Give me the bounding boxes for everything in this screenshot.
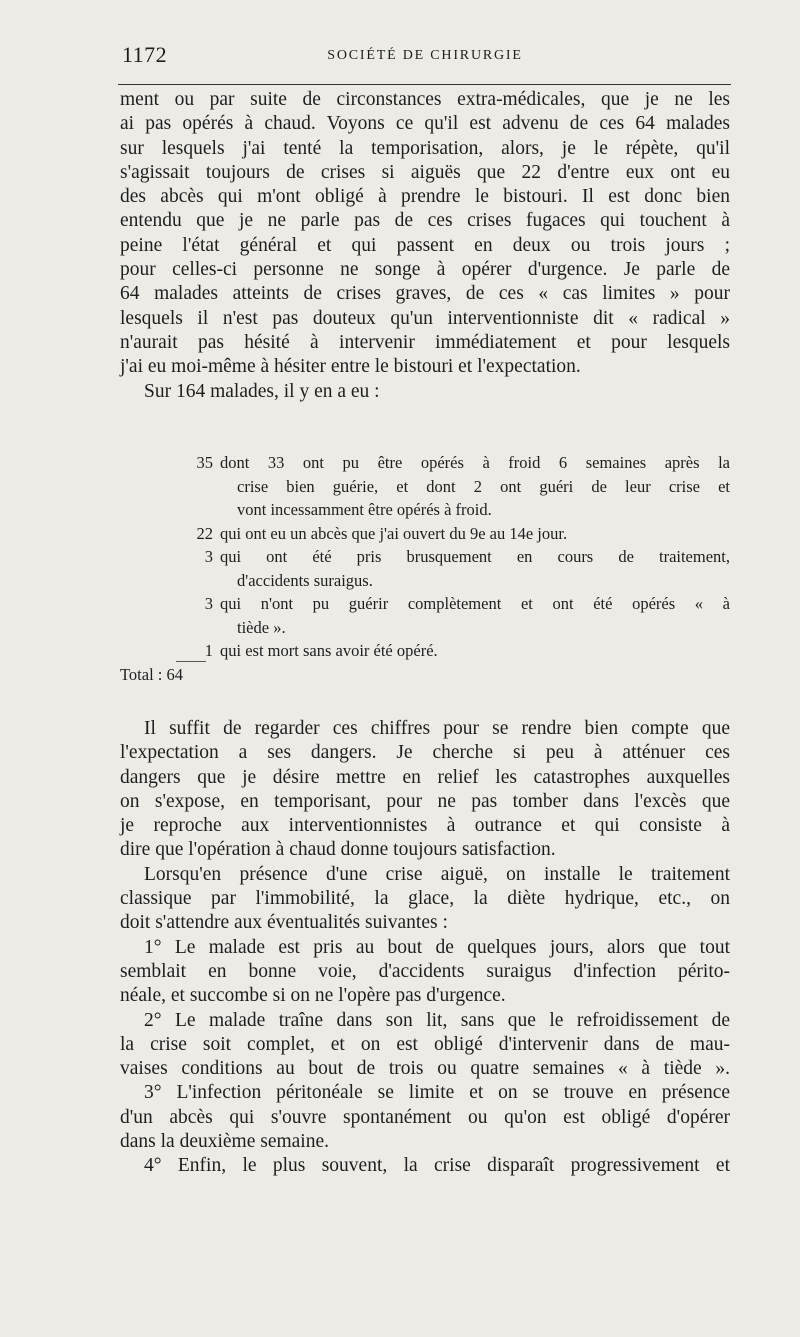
page-number: 1172 [122, 42, 168, 67]
text-line: la crise soit complet, et on est obligé d'intervenir dans de mau- [120, 1033, 730, 1055]
text-line: classique par l'immobilité, la glace, la diète hydrique, etc., on [120, 888, 730, 910]
list-item [120, 639, 730, 663]
list-intro: Sur 164 malades, il y en a eu : [144, 380, 380, 402]
header-rule [118, 84, 731, 85]
text-line: 3° L'infection péritonéale se limite et on se trouve en présence [144, 1082, 730, 1104]
list-total: Total : 64 [120, 665, 184, 684]
list-item-text: vont incessamment être opérés à froid. [237, 500, 492, 519]
list-item-text: qui ont été pris brusquement en cours de traitement, [220, 547, 730, 566]
text-line: ment ou par suite de circonstances extra-médicales, que je ne les [120, 89, 730, 110]
list-item-text: qui n'ont pu guérir complètement et ont été opérés « à [220, 594, 730, 613]
list-item [120, 592, 730, 639]
text-line: Lorsqu'en présence d'une crise aiguë, on installe le traitement [144, 863, 730, 885]
text-line: néale, et succombe si on ne l'opère pas d'urgence. [120, 985, 506, 1007]
text-line: Il suffit de regarder ces chiffres pour se rendre bien compte que [144, 718, 730, 739]
text-line: peine l'état général et qui passent en deux ou trois jours ; [120, 234, 730, 256]
text-line: s'agissait toujours de crises si aiguës que 22 d'entre eux ont eu [120, 161, 730, 183]
text-line: 64 malades atteints de crises graves, de ces « cas limites » pour [120, 283, 730, 305]
statistics-list [120, 451, 730, 663]
text-line: l'expectation a ses dangers. Je cherche si peu à atténuer ces [120, 742, 730, 764]
text-line: dans la deuxième semaine. [120, 1131, 330, 1153]
list-item-text: qui ont eu un abcès que j'ai ouvert du 9e au 14e jour. [220, 523, 568, 543]
text-line: entendu que je ne parle pas de ces crises fugaces qui touchent à [120, 210, 730, 232]
list-item [120, 522, 730, 546]
text-line: pour celles-ci personne ne songe à opérer d'urgence. Je parle de [120, 259, 730, 281]
list-item-text: d'accidents suraigus. [237, 570, 373, 590]
list-item-text: tiède ». [237, 617, 286, 637]
text-line: on s'expose, en temporisant, pour ne pas tomber dans l'excès que [120, 790, 730, 812]
page-header [120, 40, 730, 70]
text-line: semblait en bonne voie, d'accidents suraigus d'infection périto- [120, 960, 730, 982]
body-paragraphs [120, 717, 730, 1179]
text-line: des abcès qui m'ont obligé à prendre le bistouri. Il est donc bien [120, 186, 730, 208]
text-line: d'un abcès qui s'ouvre spontanément ou qu'on est obligé d'opérer [120, 1106, 730, 1128]
list-item-count: 3 [204, 547, 213, 566]
text-line: sur lesquels j'ai tenté la temporisation, alors, je le répète, qu'il [120, 137, 730, 159]
text-line: doit s'attendre aux éventualités suivantes : [120, 912, 448, 934]
intro-paragraph [120, 88, 730, 404]
list-item-text: crise bien guérie, et dont 2 ont guéri de leur crise et [237, 476, 730, 496]
text-line: dire que l'opération à chaud donne toujours satisfaction. [120, 839, 556, 861]
text-line: lesquels il n'est pas douteux qu'un interventionniste dit « radical » [120, 307, 730, 329]
list-item [120, 451, 730, 522]
text-line: 2° Le malade traîne dans son lit, sans que le refroidissement de [144, 1009, 730, 1031]
text-line: j'ai eu moi-même à hésiter entre le bistouri et l'expectation. [120, 356, 581, 378]
text-line: vaises conditions au bout de trois ou quatre semaines « à tiède ». [120, 1058, 730, 1080]
text-line: dangers que je désire mettre en relief les catastrophes auxquelles [120, 766, 730, 788]
list-item [120, 545, 730, 592]
text-line: n'aurait pas hésité à intervenir immédiatement et pour lesquels [120, 331, 730, 353]
text-line: je reproche aux interventionnistes à outrance et qui consiste à [120, 815, 730, 837]
running-title: SOCIÉTÉ DE CHIRURGIE [327, 48, 523, 63]
list-item-count: 1 [204, 641, 213, 660]
total-rule [176, 661, 206, 662]
text-line: 4° Enfin, le plus souvent, la crise disparaît progressivement et [144, 1155, 730, 1177]
text-line: ai pas opérés à chaud. Voyons ce qu'il est advenu de ces 64 malades [120, 113, 730, 135]
list-item-count: 3 [204, 594, 213, 613]
list-item-count: 22 [196, 523, 213, 543]
text-line: 1° Le malade est pris au bout de quelques jours, alors que tout [144, 936, 730, 958]
list-item-text: qui est mort sans avoir été opéré. [220, 641, 438, 660]
list-item-text: dont 33 ont pu être opérés à froid 6 semaines après la [220, 453, 730, 472]
list-item-count: 35 [196, 453, 213, 472]
